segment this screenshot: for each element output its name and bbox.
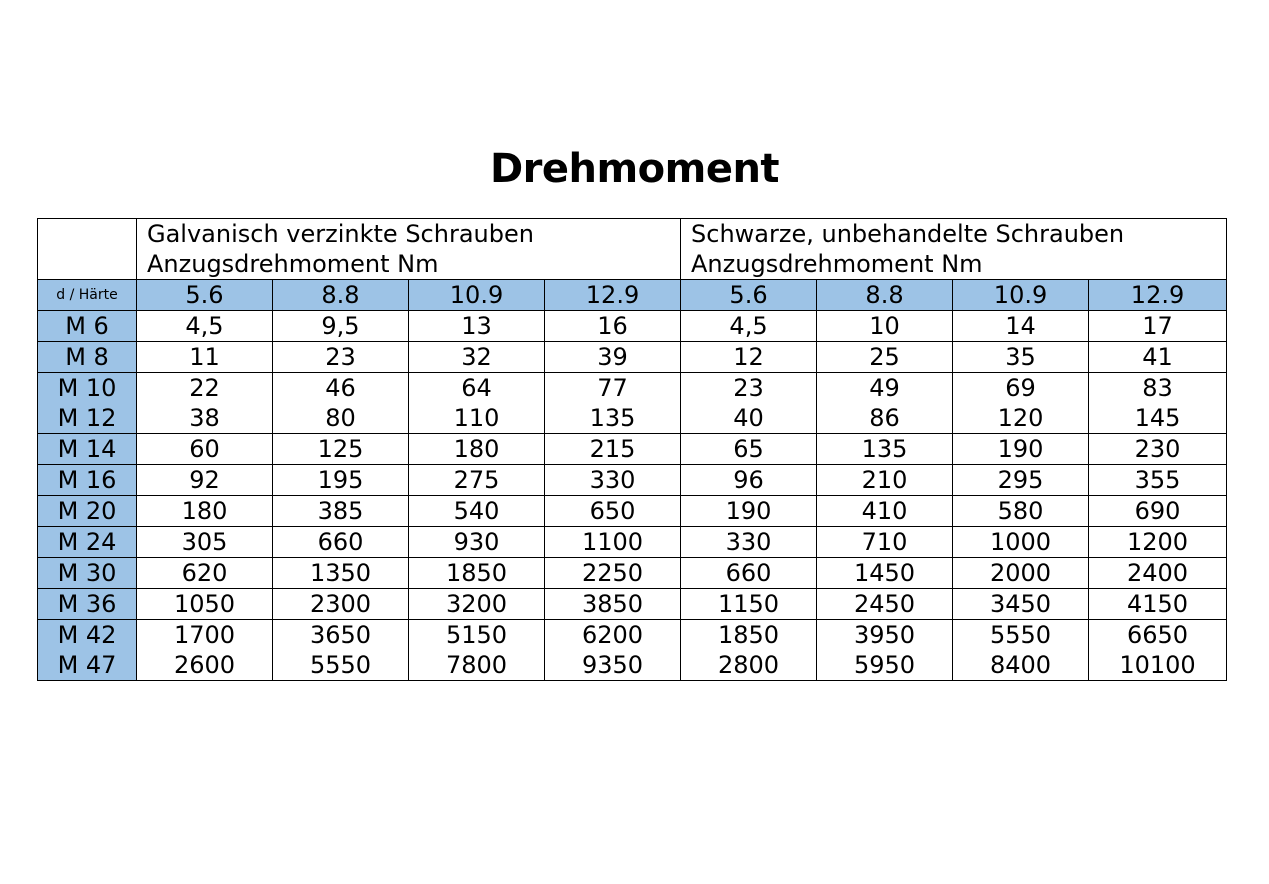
table-row [38,465,1227,496]
torque-value-cell: 135 [545,403,681,434]
torque-value-cell: 5550 [953,620,1089,651]
thread-size-cell: M 24 [38,527,137,558]
torque-value-cell: 17 [1089,311,1227,342]
torque-value-cell: 660 [681,558,817,589]
torque-value-cell: 580 [953,496,1089,527]
torque-value-cell: 14 [953,311,1089,342]
torque-value-cell: 3450 [953,589,1089,620]
torque-value-cell: 125 [273,434,409,465]
thread-size-cell: M 42 [38,620,137,651]
table-row [38,311,1227,342]
torque-value-cell: 10100 [1089,650,1227,681]
table-row [38,558,1227,589]
torque-value-cell: 710 [817,527,953,558]
torque-value-cell: 3200 [409,589,545,620]
torque-value-cell: 295 [953,465,1089,496]
thread-size-cell: M 47 [38,650,137,681]
torque-value-cell: 39 [545,342,681,373]
torque-value-cell: 145 [1089,403,1227,434]
torque-value-cell: 2250 [545,558,681,589]
torque-value-cell: 10 [817,311,953,342]
torque-value-cell: 195 [273,465,409,496]
thread-size-cell: M 14 [38,434,137,465]
torque-value-cell: 12 [681,342,817,373]
torque-value-cell: 230 [1089,434,1227,465]
torque-value-cell: 410 [817,496,953,527]
torque-value-cell: 540 [409,496,545,527]
torque-value-cell: 1850 [409,558,545,589]
torque-value-cell: 275 [409,465,545,496]
torque-value-cell: 46 [273,373,409,404]
torque-value-cell: 6650 [1089,620,1227,651]
torque-value-cell: 190 [953,434,1089,465]
table-row [38,496,1227,527]
torque-value-cell: 38 [137,403,273,434]
torque-value-cell: 23 [273,342,409,373]
torque-value-cell: 660 [273,527,409,558]
torque-value-cell: 65 [681,434,817,465]
torque-value-cell: 22 [137,373,273,404]
torque-table [37,218,1227,681]
table-row [38,434,1227,465]
page-title: Drehmoment [489,146,780,192]
grade-cell: 8.8 [273,280,409,311]
group-subtitle: Anzugsdrehmoment Nm [691,250,983,278]
group-title: Galvanisch verzinkte Schrauben [147,220,534,248]
grade-cell: 5.6 [137,280,273,311]
thread-size-cell: M 16 [38,465,137,496]
torque-value-cell: 1850 [681,620,817,651]
torque-value-cell: 3650 [273,620,409,651]
torque-value-cell: 60 [137,434,273,465]
torque-value-cell: 4150 [1089,589,1227,620]
group-header-black [681,219,1227,280]
torque-value-cell: 77 [545,373,681,404]
grade-cell: 5.6 [681,280,817,311]
torque-value-cell: 86 [817,403,953,434]
torque-value-cell: 2600 [137,650,273,681]
torque-value-cell: 110 [409,403,545,434]
group-header-row [38,219,1227,280]
torque-value-cell: 4,5 [681,311,817,342]
torque-value-cell: 190 [681,496,817,527]
torque-value-cell: 215 [545,434,681,465]
torque-value-cell: 16 [545,311,681,342]
thread-size-cell: M 10 [38,373,137,404]
torque-value-cell: 355 [1089,465,1227,496]
torque-value-cell: 8400 [953,650,1089,681]
torque-value-cell: 385 [273,496,409,527]
torque-value-cell: 49 [817,373,953,404]
torque-value-cell: 4,5 [137,311,273,342]
torque-value-cell: 5550 [273,650,409,681]
thread-size-cell: M 36 [38,589,137,620]
torque-value-cell: 1150 [681,589,817,620]
torque-value-cell: 120 [953,403,1089,434]
torque-value-cell: 620 [137,558,273,589]
torque-value-cell: 7800 [409,650,545,681]
torque-value-cell: 135 [817,434,953,465]
torque-value-cell: 2400 [1089,558,1227,589]
torque-value-cell: 25 [817,342,953,373]
torque-value-cell: 210 [817,465,953,496]
torque-value-cell: 83 [1089,373,1227,404]
torque-value-cell: 3950 [817,620,953,651]
torque-value-cell: 96 [681,465,817,496]
table-row [38,650,1227,681]
torque-value-cell: 1350 [273,558,409,589]
grade-cell: 10.9 [953,280,1089,311]
table-row [38,342,1227,373]
torque-value-cell: 40 [681,403,817,434]
torque-value-cell: 1450 [817,558,953,589]
grade-cell: 12.9 [1089,280,1227,311]
table-row [38,373,1227,404]
table-body [38,311,1227,681]
torque-value-cell: 2450 [817,589,953,620]
torque-value-cell: 32 [409,342,545,373]
torque-value-cell: 69 [953,373,1089,404]
torque-value-cell: 6200 [545,620,681,651]
grade-cell: 8.8 [817,280,953,311]
torque-value-cell: 1000 [953,527,1089,558]
torque-value-cell: 650 [545,496,681,527]
torque-value-cell: 11 [137,342,273,373]
table-row [38,403,1227,434]
torque-value-cell: 64 [409,373,545,404]
torque-value-cell: 13 [409,311,545,342]
table-row [38,527,1227,558]
thread-size-cell: M 12 [38,403,137,434]
torque-value-cell: 23 [681,373,817,404]
torque-value-cell: 330 [545,465,681,496]
group-header-galvanized [137,219,681,280]
torque-value-cell: 3850 [545,589,681,620]
torque-value-cell: 41 [1089,342,1227,373]
grade-cell: 12.9 [545,280,681,311]
torque-value-cell: 9350 [545,650,681,681]
torque-value-cell: 930 [409,527,545,558]
torque-value-cell: 1200 [1089,527,1227,558]
grade-header-row [38,280,1227,311]
corner-label: d / Härte [38,280,137,311]
torque-value-cell: 5150 [409,620,545,651]
torque-value-cell: 5950 [817,650,953,681]
group-subtitle: Anzugsdrehmoment Nm [147,250,439,278]
torque-value-cell: 180 [409,434,545,465]
torque-value-cell: 1050 [137,589,273,620]
group-title: Schwarze, unbehandelte Schrauben [691,220,1125,248]
torque-value-cell: 2000 [953,558,1089,589]
thread-size-cell: M 30 [38,558,137,589]
torque-value-cell: 180 [137,496,273,527]
thread-size-cell: M 20 [38,496,137,527]
table-row [38,620,1227,651]
torque-value-cell: 9,5 [273,311,409,342]
thread-size-cell: M 8 [38,342,137,373]
torque-value-cell: 80 [273,403,409,434]
torque-value-cell: 92 [137,465,273,496]
header-blank-cell [38,219,137,280]
torque-value-cell: 35 [953,342,1089,373]
torque-value-cell: 330 [681,527,817,558]
torque-value-cell: 690 [1089,496,1227,527]
torque-value-cell: 2800 [681,650,817,681]
torque-value-cell: 305 [137,527,273,558]
torque-value-cell: 2300 [273,589,409,620]
torque-value-cell: 1700 [137,620,273,651]
grade-cell: 10.9 [409,280,545,311]
thread-size-cell: M 6 [38,311,137,342]
table-row [38,589,1227,620]
torque-value-cell: 1100 [545,527,681,558]
